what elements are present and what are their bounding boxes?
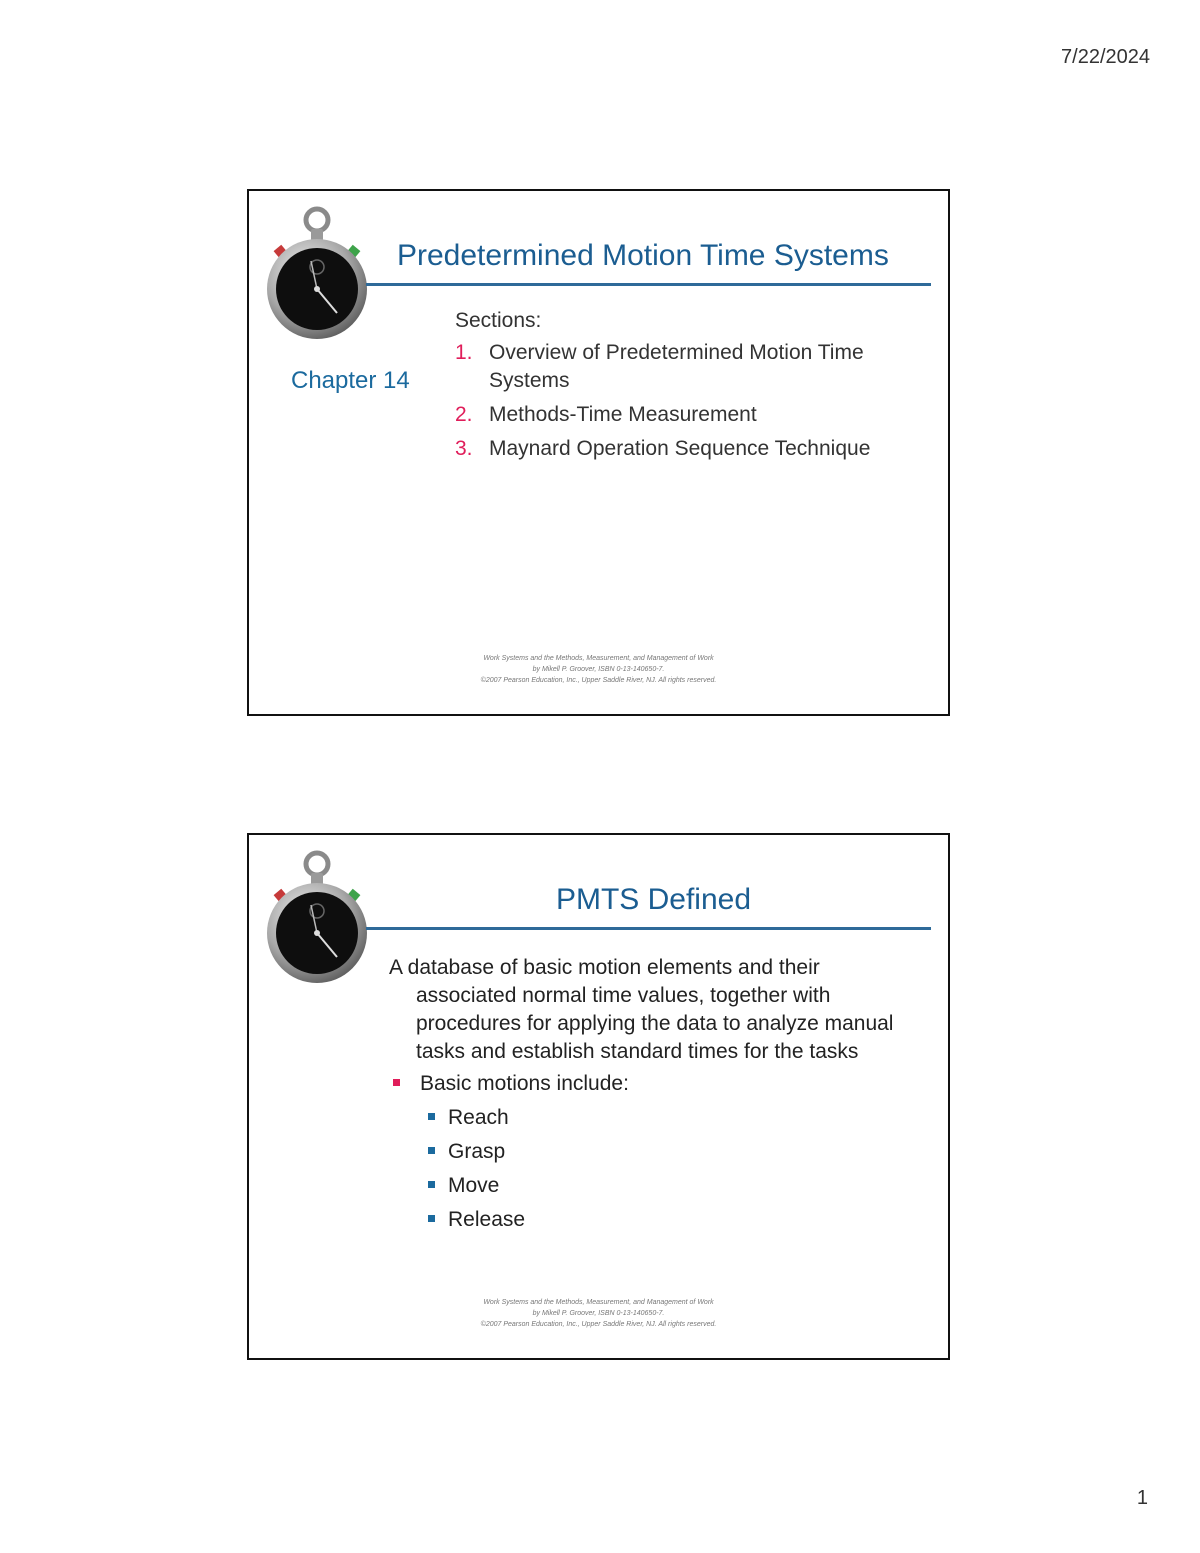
definition-text: A database of basic motion elements and their associated normal time values, together with procedures for applying the data to analyze manual tasks and establish standard times for the tasks (389, 956, 894, 1063)
slide-1 (247, 189, 950, 716)
stopwatch-icon (265, 205, 369, 341)
sections-heading: Sections: (455, 309, 542, 332)
bullet-square-icon (393, 1079, 400, 1086)
sections-list (455, 307, 895, 469)
slide-title: PMTS Defined (555, 883, 752, 916)
slide-footer (249, 653, 948, 686)
footer-line: ©2007 Pearson Education, Inc., Upper Saddle River, NJ. All rights reserved. (480, 1321, 717, 1328)
subbullet-text: Grasp (448, 1140, 506, 1163)
bullet-square-icon (428, 1215, 435, 1222)
page-date: 7/22/2024 (1061, 46, 1150, 68)
slide-2 (247, 833, 950, 1360)
title-rule (366, 283, 931, 286)
section-number: 1. (455, 341, 473, 364)
section-number: 2. (455, 403, 473, 426)
subbullet-item (389, 1172, 909, 1200)
page-number: 1 (1136, 1487, 1148, 1509)
slide-title: Predetermined Motion Time Systems (397, 239, 889, 272)
bullet-square-icon (428, 1113, 435, 1120)
footer-line: by Mikell P. Groover, ISBN 0-13-140650-7. (532, 1310, 665, 1317)
subbullet-text: Release (448, 1208, 526, 1231)
stopwatch-icon (265, 849, 369, 985)
footer-line: by Mikell P. Groover, ISBN 0-13-140650-7. (532, 666, 665, 673)
section-item (455, 401, 895, 429)
footer-line: Work Systems and the Methods, Measurement, and Management of Work (483, 655, 714, 662)
footer-line: Work Systems and the Methods, Measurement, and Management of Work (483, 1299, 714, 1306)
subbullet-item (389, 1138, 909, 1166)
subbullet-text: Reach (448, 1106, 509, 1129)
bullet-item (389, 1070, 909, 1098)
section-number: 3. (455, 437, 473, 460)
bullet-square-icon (428, 1147, 435, 1154)
bullet-text: Basic motions include: (420, 1072, 629, 1095)
section-text: Maynard Operation Sequence Technique (489, 437, 871, 460)
footer-line: ©2007 Pearson Education, Inc., Upper Saddle River, NJ. All rights reserved. (480, 677, 717, 684)
section-item (455, 435, 895, 463)
subbullet-item (389, 1206, 909, 1234)
subbullet-item (389, 1104, 909, 1132)
section-text: Overview of Predetermined Motion Time Systems (489, 341, 864, 392)
slide-body (389, 954, 909, 1240)
bullet-square-icon (428, 1181, 435, 1188)
title-rule (366, 927, 931, 930)
slide-footer (249, 1297, 948, 1330)
section-item (455, 339, 895, 395)
section-text: Methods-Time Measurement (489, 403, 757, 426)
chapter-label: Chapter 14 (291, 367, 410, 394)
subbullet-text: Move (448, 1174, 500, 1197)
